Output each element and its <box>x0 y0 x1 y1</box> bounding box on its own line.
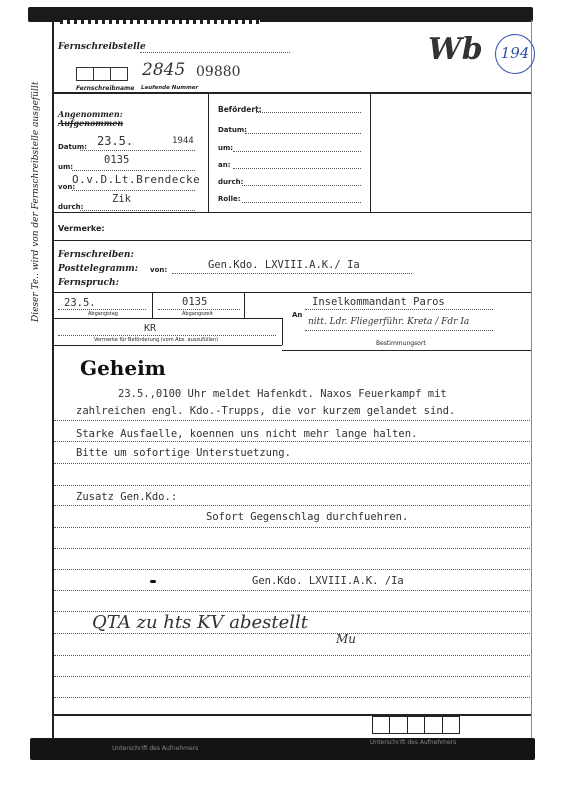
grid-vline-1 <box>208 92 209 212</box>
von-value: O.v.D.Lt.Brendecke <box>72 173 201 186</box>
zusatz-text: Sofort Gegenschlag durchfuehren. <box>206 511 409 523</box>
handwritten-initials: Mu <box>336 632 357 646</box>
left-border <box>52 20 54 745</box>
abgang-tag-label: Abgangstag <box>88 311 118 317</box>
routing-von-dots <box>172 273 412 274</box>
ruled-line-8 <box>54 569 530 570</box>
fwd-rolle-dots <box>242 202 361 203</box>
grid-line-2 <box>52 212 531 213</box>
right-border <box>531 20 532 745</box>
ruled-line-11 <box>54 633 530 634</box>
ruled-line-7 <box>54 548 530 549</box>
routing-von-value: Gen.Kdo. LXVIII.A.K./ Ia <box>208 259 360 271</box>
dispatch-vline-1 <box>152 292 153 318</box>
handwritten-note: QTA zu hts KV abestellt <box>92 612 309 633</box>
footer-boxes <box>372 716 460 734</box>
signature: Gen.Kdo. LXVIII.A.K. /Ia <box>252 575 404 587</box>
name-label: Fernschreibname <box>76 85 135 92</box>
dispatch-line <box>52 318 282 319</box>
initials-mark: Wb <box>428 32 483 67</box>
ink-dot <box>150 580 156 583</box>
ruled-line-2 <box>54 441 530 442</box>
zusatz-label: Zusatz Gen.Kdo.: <box>76 491 178 503</box>
um-value: 0135 <box>104 154 130 166</box>
message-line-1: 23.5.,0100 Uhr meldet Hafenkdt. Naxos Feuerkampf mit <box>118 388 447 400</box>
ref-number: 09880 <box>196 64 241 80</box>
ruled-line-9 <box>54 590 530 591</box>
received-sub: Aufgenommen <box>58 118 124 128</box>
um-label: um: <box>58 163 74 171</box>
grid-line-1 <box>52 92 531 94</box>
ruled-line-6 <box>54 527 530 528</box>
abgang-zeit-label: Abgangszeit <box>182 311 213 317</box>
fwd-datum-label: Datum: <box>218 126 247 134</box>
footer-text-left: Unterschrift des Aufnehmers <box>112 745 199 752</box>
number-label: Laufende Nummer <box>141 85 199 91</box>
durch-label: durch: <box>58 203 84 211</box>
grid-line-3 <box>52 240 531 241</box>
fwd-an-dots <box>233 168 361 169</box>
year-value: 1944 <box>172 136 194 146</box>
an-label: An <box>292 311 303 319</box>
bestimmungsort-label: Bestimmungsort <box>376 340 426 347</box>
grid-line-4 <box>52 292 531 293</box>
ruled-line-3 <box>54 463 530 464</box>
ruled-line-12 <box>54 655 530 656</box>
classification-stamp: Geheim <box>80 356 166 380</box>
dispatch-vline-2 <box>244 292 245 318</box>
side-text: Dieser Te.. wird von der Fernschreibstelle ausgefüllt <box>31 81 41 322</box>
recipient-dots <box>305 309 493 310</box>
um-dots <box>72 170 195 171</box>
fernschreiben-label: Fernschreiben: <box>58 250 134 260</box>
name-boxes <box>76 67 128 81</box>
vermerke-value: KR <box>144 323 157 334</box>
fwd-um-dots <box>233 151 361 152</box>
recipient: Inselkommandant Paros <box>312 296 445 308</box>
header-title: Fernschreibstelle <box>58 42 146 52</box>
message-line-2: zahlreichen engl. Kdo.-Trupps, die vor kurzem gelandet sind. <box>76 405 456 417</box>
abgang-zeit-value: 0135 <box>182 296 208 308</box>
footer-text-right: Unterschrift des Aufnehmers <box>370 739 457 746</box>
page-number-circle <box>495 34 535 74</box>
durch-dots <box>80 210 195 211</box>
fwd-an-label: an: <box>218 161 231 169</box>
routing-von-label: von: <box>150 266 168 274</box>
number-value: 2845 <box>142 60 186 80</box>
dispatch-vermerke-label: Vermerke für Beförderung (vom Abs. auszufüllen) <box>94 337 219 343</box>
datum-label: Datum: <box>58 143 87 151</box>
fwd-durch-dots <box>242 185 361 186</box>
page-number: 194 <box>500 44 530 62</box>
datum-dots <box>80 150 195 151</box>
dispatch-vline-3 <box>282 318 283 345</box>
dispatch-right-line <box>282 350 531 351</box>
fernspruch-label: Fernspruch: <box>58 278 119 288</box>
scan-bottom-border <box>30 738 535 760</box>
scan-top-speckle <box>60 20 260 24</box>
ruled-line-1 <box>54 420 530 421</box>
recipient-handwritten: nitt. Ldr. Fliegerführ. Kreta / Fdr Ia <box>308 317 470 327</box>
fwd-datum-dots <box>245 133 361 134</box>
von-label: von: <box>58 183 76 191</box>
received-label: Angenommen: <box>58 109 123 119</box>
vermerke-label: Vermerke: <box>58 224 105 233</box>
von-dots <box>72 190 195 191</box>
abgang-zeit-dots <box>158 309 240 310</box>
vermerke-dots <box>58 335 276 336</box>
recipient-hw-dots <box>305 330 493 331</box>
ruled-line-5 <box>54 505 530 506</box>
befordert-label: Befördert: <box>218 105 262 114</box>
fwd-rolle-label: Rolle: <box>218 195 241 203</box>
ruled-line-14 <box>54 697 530 698</box>
ruled-line-13 <box>54 676 530 677</box>
posttelegramm-label: Posttelegramm: <box>58 264 139 274</box>
datum-value: 23.5. <box>97 134 134 148</box>
abgang-tag-value: 23.5. <box>64 297 96 309</box>
message-line-3: Starke Ausfaelle, koennen uns nicht mehr lange halten. <box>76 428 418 440</box>
fwd-um-label: um: <box>218 144 234 152</box>
ruled-line-4 <box>54 485 530 486</box>
abgang-tag-dots <box>58 309 146 310</box>
fwd-durch-label: durch: <box>218 178 244 186</box>
durch-value: Zik <box>112 193 131 205</box>
message-line-4: Bitte um sofortige Unterstuetzung. <box>76 447 291 459</box>
befordert-dots <box>256 112 361 113</box>
dispatch-bottom-line <box>52 345 282 346</box>
header-dots <box>140 52 290 53</box>
grid-vline-2 <box>370 92 371 212</box>
